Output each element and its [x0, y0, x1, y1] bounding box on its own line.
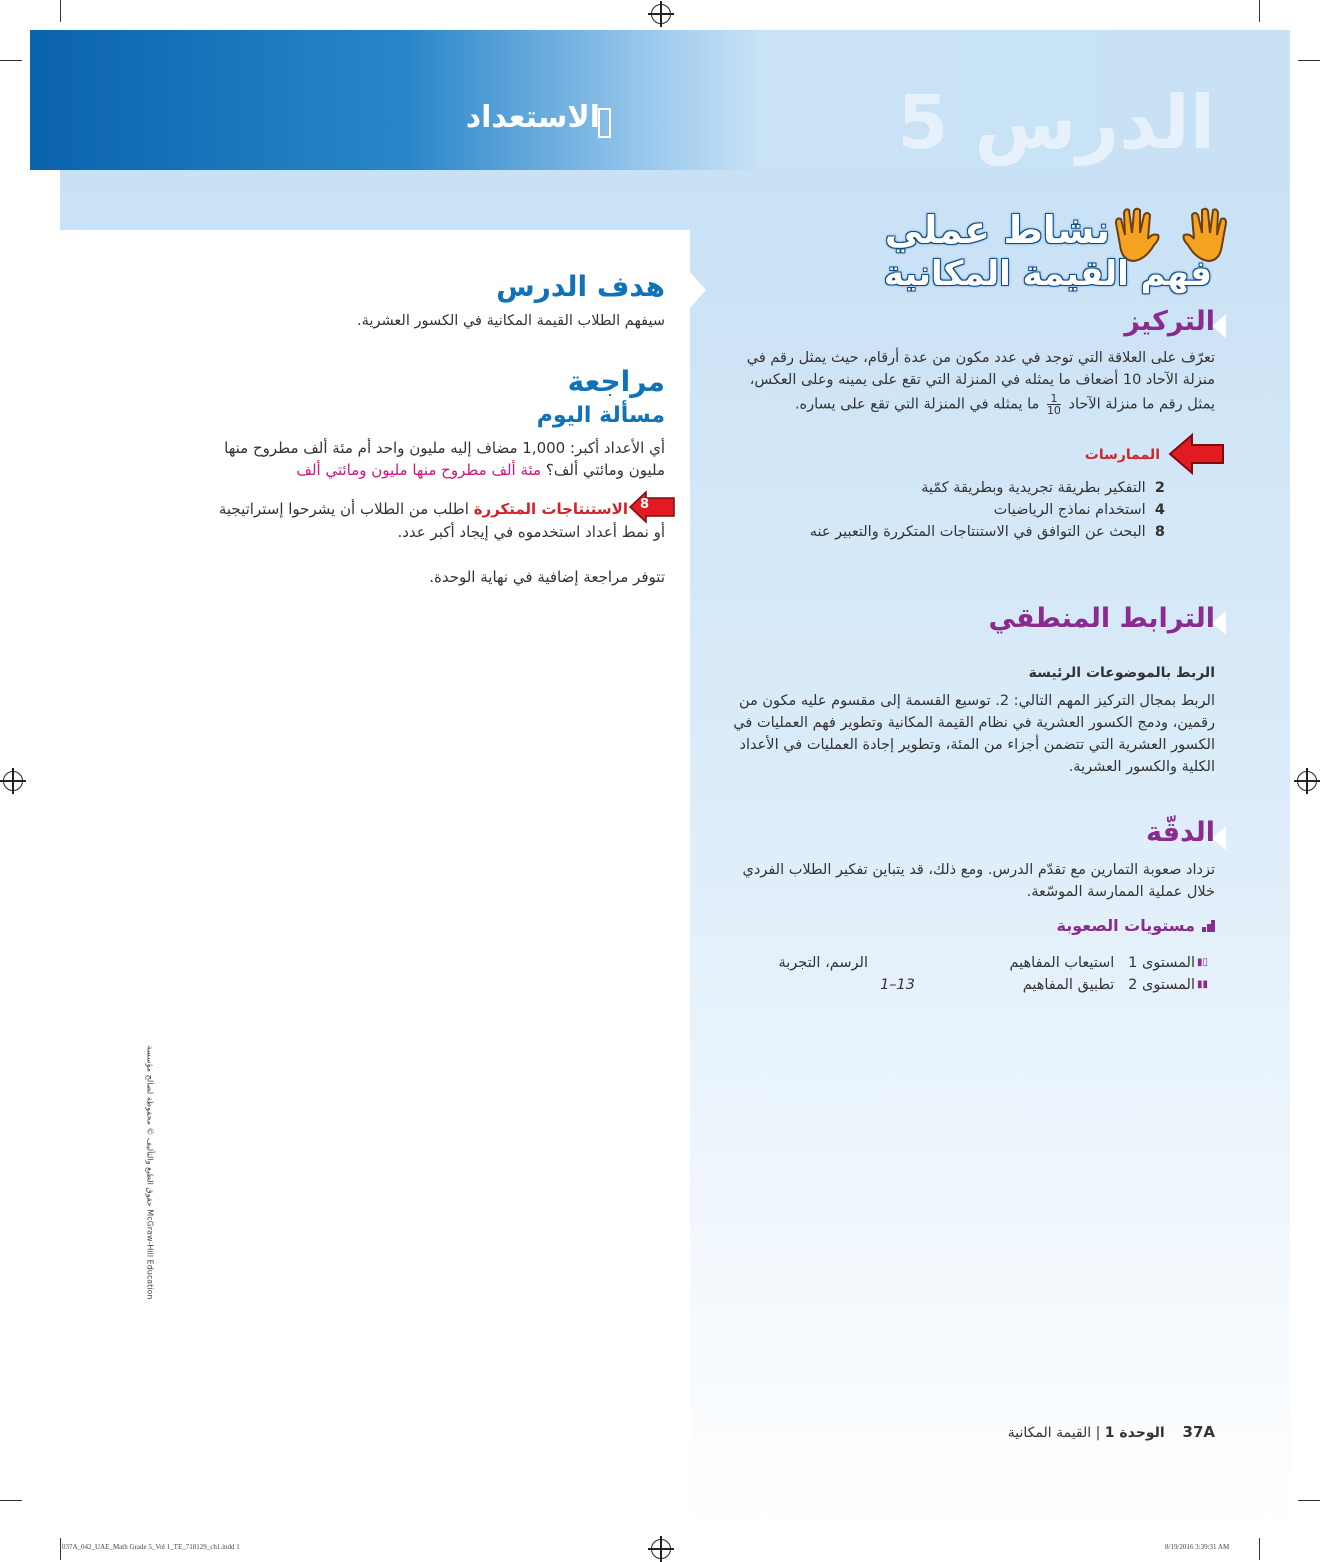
mp-arrow-icon — [628, 490, 676, 524]
practice-text: البحث عن التوافق في الاستنتاجات المتكررة والتعبير عنه — [809, 524, 1146, 540]
fraction — [1047, 393, 1061, 416]
question-line: أي الأعداد أكبر: 1,000 مضاف إليه مليون واحد أم مئة ألف مطروح منها — [224, 439, 665, 457]
crop-mark — [60, 1538, 61, 1560]
level-name: استيعاب المفاهيم — [1009, 955, 1115, 971]
registration-mark-icon — [651, 1539, 671, 1559]
footer-separator: | — [1091, 1425, 1101, 1441]
list-item — [645, 477, 1165, 499]
coherence-line: رقمين، ودمج الكسور العشرية في نظام القيمة المكانية وتطوير فهم العمليات في — [733, 715, 1215, 731]
focus-line — [695, 393, 1215, 416]
coherence-title: الترابط المنطقي — [988, 603, 1215, 634]
page-footer — [1008, 1423, 1215, 1441]
mp-number: 8 — [640, 497, 650, 512]
rigor-line: خلال عملية الممارسة الموسّعة. — [1026, 884, 1215, 900]
mp-line: أو نمط أعداد استخدموه في إيجاد أكبر عدد. — [397, 523, 665, 541]
level-bars-icon: ▮▯ — [1197, 957, 1209, 968]
focus-line: تعرّف على العلاقة التي توجد في عدد مكون من عدة أرقام، حيث يمثل رقم في — [746, 350, 1215, 366]
list-item — [645, 521, 1165, 543]
crop-mark — [1298, 1500, 1320, 1501]
objective-text: سيفهم الطلاب القيمة المكانية في الكسور العشرية. — [357, 313, 665, 329]
levels-title-text: مستويات الصعوبة — [1056, 916, 1195, 935]
mp-line — [168, 498, 628, 520]
practice-number: 4 — [1154, 502, 1165, 518]
fraction-numerator: 1 — [1050, 392, 1058, 405]
review-title: مراجعة — [567, 365, 665, 398]
review-extra: تتوفر مراجعة إضافية في نهاية الوحدة. — [429, 568, 665, 586]
focus-line: منزلة الآحاد 10 أضعاف ما يمثله في المنزلة التي تقع على يمينه وعلى العكس، — [749, 372, 1215, 388]
lesson-title: الدرس 5 — [897, 80, 1215, 166]
mp-note — [168, 498, 628, 520]
level-bars-icon: ▮▮ — [1197, 979, 1209, 990]
activity-title: نشاط عملي — [884, 208, 1110, 252]
practices-list — [645, 477, 1165, 543]
column-notch — [688, 270, 706, 310]
crop-mark — [1259, 1538, 1260, 1560]
registration-mark-icon — [3, 771, 23, 791]
rigor-line: تزداد صعوبة التمارين مع تقدّم الدرس. ومع ذلك، قد يتباين تفكير الطلاب الفردي — [742, 862, 1215, 878]
crop-mark — [0, 1500, 22, 1501]
fraction-denominator: 10 — [1046, 404, 1061, 417]
objective-title: هدف الدرس — [496, 270, 665, 303]
crop-mark — [1298, 60, 1320, 61]
coherence-line: الربط بمجال التركيز المهم التالي: 2. توسيع القسمة إلى مقسوم عليه مكون من — [738, 693, 1215, 709]
prep-title: الاستعداد — [465, 100, 600, 135]
level-label: المستوى 2 — [1128, 977, 1195, 993]
list-item — [645, 499, 1165, 521]
focus-line-part: ما يمثله في المنزلة التي تقع على يساره. — [794, 396, 1040, 413]
copyright-text: حقوق الطبع والتأليف © محفوظة لصالح مؤسسة McGraw-Hill Education — [145, 1045, 155, 1300]
practice-number: 2 — [1154, 480, 1165, 496]
mp-label: الاستنتاجات المتكررة — [473, 500, 628, 518]
practices-arrow-icon — [1168, 432, 1226, 476]
level-name: تطبيق المفاهيم — [1022, 977, 1115, 993]
practice-number: 8 — [1154, 524, 1165, 540]
registration-mark-icon — [651, 4, 671, 24]
review-question — [175, 437, 665, 481]
review-subtitle: مسألة اليوم — [536, 403, 665, 428]
practices-label: الممارسات — [1084, 447, 1160, 463]
level-detail: الرسم، التجربة — [778, 955, 868, 971]
levels-title — [1057, 916, 1215, 936]
levels-bars-icon — [1201, 917, 1215, 936]
coherence-line: الكلية والكسور العشرية. — [1068, 759, 1215, 775]
print-date: 8/19/2016 3:39:31 AM — [1165, 1543, 1230, 1551]
level-row — [795, 974, 1195, 996]
crop-mark — [60, 0, 61, 22]
question-line — [175, 459, 665, 481]
level-detail: 1–13 — [880, 977, 915, 993]
practice-text: التفكير بطريقة تجريدية وبطريقة كمّية — [921, 480, 1146, 496]
practice-text: استخدام نماذج الرياضيات — [993, 502, 1146, 518]
coherence-text — [695, 690, 1215, 778]
crop-mark — [0, 60, 22, 61]
question-text: مليون ومائتي ألف؟ — [545, 461, 665, 479]
answer-text: مئة ألف مطروح منها مليون ومائتي ألف — [296, 461, 542, 479]
page-number: 37A — [1182, 1423, 1215, 1441]
coherence-subtitle: الربط بالموضوعات الرئيسة — [1028, 665, 1215, 681]
focus-text — [695, 347, 1215, 416]
coherence-line: الكسور العشرية التي تتضمن أجزاء من المئة، وتطوير إجادة العمليات في الأعداد — [739, 737, 1215, 753]
focus-title: التركيز — [1124, 306, 1215, 337]
unit-label: الوحدة 1 — [1104, 1425, 1165, 1441]
file-info: 037A_042_UAE_Math Grade 5_Vol 1_TE_718129_ch1.indd 1 — [62, 1543, 240, 1551]
unit-title: القيمة المكانية — [1007, 1425, 1092, 1441]
focus-line-part: يمثل رقم ما منزلة الآحاد — [1068, 396, 1215, 413]
rigor-title: الدقّة — [1145, 817, 1215, 848]
activity-subtitle: فهم القيمة المكانية — [883, 254, 1212, 294]
rigor-text — [695, 859, 1215, 903]
crop-mark — [1259, 0, 1260, 22]
level-label: المستوى 1 — [1128, 955, 1195, 971]
mp-text: اطلب من الطلاب أن يشرحوا إستراتيجية — [218, 500, 469, 518]
registration-mark-icon — [1297, 771, 1317, 791]
